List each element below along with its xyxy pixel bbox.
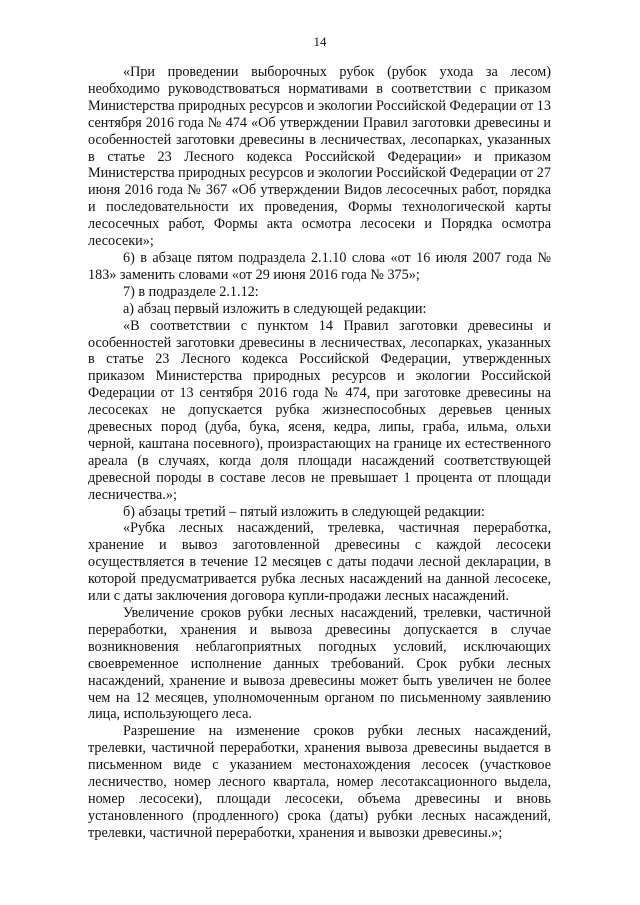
document-body: [88, 64, 551, 842]
paragraph-permission: Разрешение на изменение сроков рубки лесных насаждений, трелевки, частичной переработки, хранения вывоза древесины выдается в письменном виде с указанием местонахождения лесосек (участковое лесничество, номер лесного квартала, номер лесотаксационного выдела, номер лесосеки), площади лесосеки, объема древесины и вновь установленного (продленного) срока (даты) рубки лесных насаждений, трелевки, частичной переработки, хранения и вывозки древесины.»;: [88, 723, 551, 841]
paragraph-selective-cutting: «При проведении выборочных рубок (рубок ухода за лесом) необходимо руководствоваться нормативами в соответствии с приказом Министерства природных ресурсов и экологии Российской Федерации от 13 сентября 2016 года № 474 «Об утверждении Правил заготовки древесины и особенностей заготовки древесины в лесничествах, лесопарках, указанных в статье 23 Лесного кодекса Российской Федерации» и приказом Министерства природных ресурсов и экологии Российской Федерации от 27 июня 2016 года № 367 «Об утверждении Видов лесосечных работ, порядка и последовательности их проведения, Формы технологической карты лесосечных работ, Формы акта осмотра лесосеки и Порядка осмотра лесосеки»;: [88, 64, 551, 250]
paragraph-subitem-a: а) абзац первый изложить в следующей редакции:: [123, 300, 427, 317]
paragraph-valuable-species: «В соответствии с пунктом 14 Правил заготовки древесины и особенностей заготовки древесины в лесничествах, лесопарках, указанных в статье 23 Лесного кодекса Российской Федерации, утвержденных приказом Министерства природных ресурсов и экологии Российской Федерации от 13 сентября 2016 года № 474, при заготовке древесины на лесосеках не допускается рубка жизнеспособных деревьев ценных древесных пород (дуба, бука, ясеня, кедра, липы, граба, ильма, ольхи черной, каштана посевного), произрастающих на границе их естественного ареала (в случаях, когда доля площади насаждений соответствующей древесной породы в составе лесов не превышает 1 процента от площади лесничества.»;: [88, 317, 551, 503]
paragraph-subitem-b: б) абзацы третий – пятый изложить в следующей редакции:: [123, 503, 485, 520]
paragraph-period-extension: Увеличение сроков рубки лесных насаждений, трелевки, частичной переработки, хранения и вывоза древесины допускается в случае возникновения неблагоприятных погодных условий, исключающих своевременное исполнение данных требований. Срок рубки лесных насаждений, хранение и вывоза древесины может быть увеличен не более чем на 12 месяцев, уполномоченным органом по письменному заявлению лица, использующего леса.: [88, 605, 551, 723]
page-number: 14: [313, 34, 327, 49]
paragraph-felling-period: «Рубка лесных насаждений, трелевка, частичная переработка, хранение и вывоз заготовленной древесины с каждой лесосеки осуществляется в течение 12 месяцев с даты подачи лесной декларации, в которой предусматривается рубка лесных насаждений на данной лесосеке, или с даты заключения договора купли-продажи лесных насаждений.: [88, 520, 551, 605]
paragraph-item-7: 7) в подразделе 2.1.12:: [123, 283, 259, 300]
paragraph-item-6: 6) в абзаце пятом подраздела 2.1.10 слова «от 16 июля 2007 года № 183» заменить словами «от 29 июня 2016 года № 375»;: [88, 249, 551, 283]
